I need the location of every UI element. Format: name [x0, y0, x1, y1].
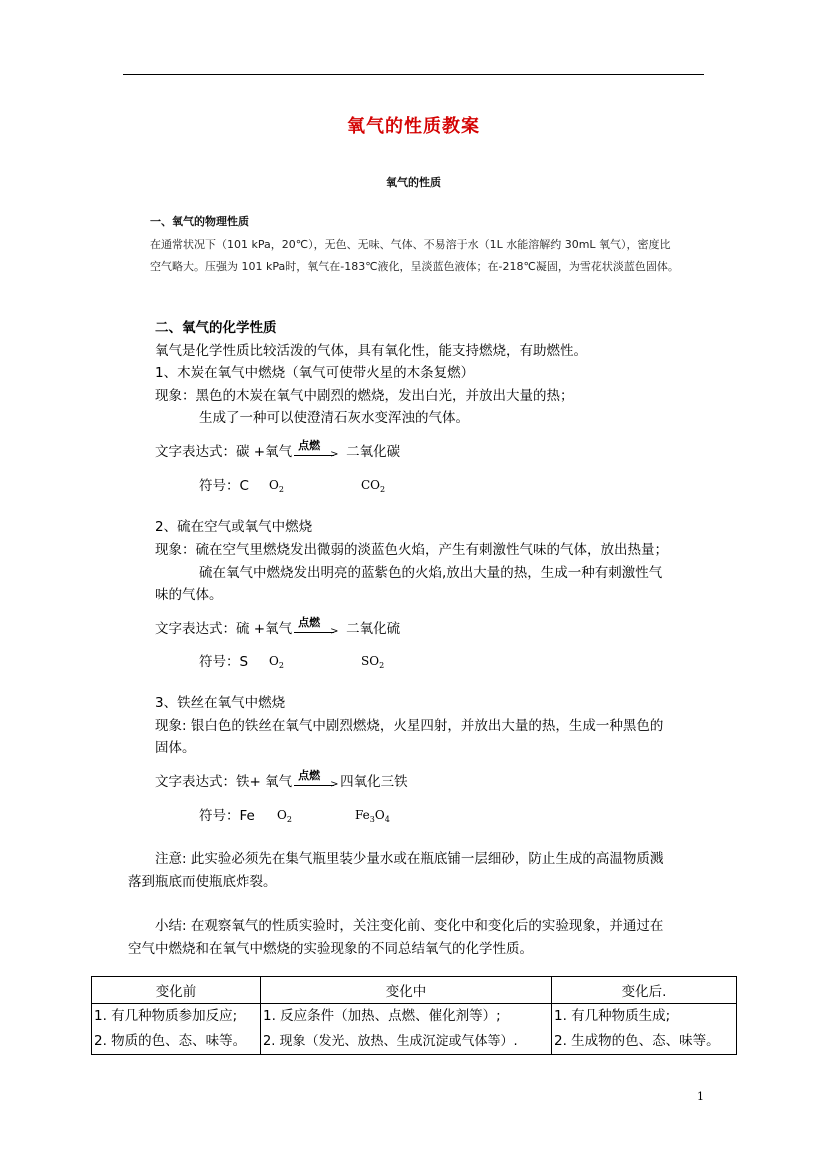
exp2-product: 二氧化硫 — [346, 621, 401, 637]
exp3-symbol-label: 符号：Fe — [199, 808, 255, 824]
exp1-symbols — [199, 476, 386, 496]
exp2-symbol-oxygen: $O_2$ — [269, 654, 284, 670]
table-header-row — [92, 977, 737, 1004]
reaction-arrow: 点燃 > — [294, 772, 338, 792]
exp3-symbol-oxygen: $O_2$ — [277, 808, 292, 824]
summary-line-1: 小结: 在观察氧气的性质实验时，关注变化前、变化中和变化后的实验现象，并通过在 — [155, 918, 664, 934]
exp1-symbol-oxygen: $O_2$ — [269, 478, 284, 494]
note-line-2: 落到瓶底而使瓶底炸裂。 — [128, 874, 277, 890]
condition-label: 点燃 — [298, 769, 321, 782]
exp3-product: 四氧化三铁 — [340, 774, 408, 790]
chemical-properties-heading: 二、氧气的化学性质 — [155, 320, 277, 336]
table-cell-before — [92, 1004, 261, 1055]
exp2-symbols — [199, 652, 385, 672]
physical-properties-line-1: 在通常状况下（101 kPa，20℃），无色、无味、气体、不易溶于水（1L 水能溶解约 30mL 氧气），密度比 — [150, 238, 671, 251]
exp3-symbol-product: $Fe_3O_4$ — [355, 808, 390, 824]
exp1-reactants: 文字表达式：碳 +氧气 — [155, 444, 293, 460]
table-row — [92, 1004, 737, 1055]
exp2-observation-3: 味的气体。 — [155, 587, 223, 603]
exp2-symbol-label: 符号：S — [199, 654, 249, 670]
exp1-product: 二氧化碳 — [346, 444, 401, 460]
list-item: 1. 有几种物质参加反应; — [94, 1008, 238, 1024]
exp3-reactants: 文字表达式：铁+ 氧气 — [155, 774, 293, 790]
exp1-symbol-product: $CO_2$ — [361, 478, 386, 494]
table-header-after: 变化后. — [552, 977, 737, 1004]
page-title: 氧气的性质教案 — [347, 116, 480, 137]
exp3-observation-2: 固体。 — [155, 740, 196, 756]
summary-table — [91, 976, 737, 1055]
exp1-observation-2: 生成了一种可以使澄清石灰水变浑浊的气体。 — [199, 410, 469, 426]
exp1-symbol-label: 符号：C — [199, 478, 249, 494]
list-item: 2. 生成物的色、态、味等。 — [554, 1033, 720, 1049]
table-header-during: 变化中 — [261, 977, 552, 1004]
exp2-reactants: 文字表达式：硫 +氧气 — [155, 621, 293, 637]
table-header-before: 变化前 — [92, 977, 261, 1004]
exp3-observation-1: 现象: 银白色的铁丝在氧气中剧烈燃烧，火星四射，并放出大量的热，生成一种黑色的 — [155, 718, 664, 734]
page-number: 1 — [697, 1090, 704, 1103]
section-subtitle: 氧气的性质 — [386, 176, 441, 189]
exp2-symbol-product: $SO_2$ — [361, 654, 385, 670]
exp2-observation-2: 硫在氧气中燃烧发出明亮的蓝紫色的火焰,放出大量的热，生成一种有刺激性气 — [199, 565, 663, 581]
exp1-word-equation — [155, 439, 401, 462]
list-item: 2. 现象（发光、放热、生成沉淀或气体等）. — [263, 1034, 518, 1049]
reaction-arrow: 点燃 > — [294, 442, 338, 462]
header-rule — [123, 74, 704, 75]
chemical-properties-intro: 氧气是化学性质比较活泼的气体，具有氧化性，能支持燃烧，有助燃性。 — [155, 343, 587, 359]
note-line-1: 注意: 此实验必须先在集气瓶里装少量水或在瓶底铺一层细砂，防止生成的高温物质溅 — [155, 851, 664, 867]
exp2-title: 2、硫在空气或氧气中燃烧 — [155, 519, 313, 535]
condition-label: 点燃 — [298, 616, 321, 629]
table-cell-during — [261, 1004, 552, 1055]
exp1-observation-1: 现象：黑色的木炭在氧气中剧烈的燃烧，发出白光，并放出大量的热； — [155, 388, 574, 404]
exp2-observation-1: 现象：硫在空气里燃烧发出微弱的淡蓝色火焰，产生有刺激性气味的气体，放出热量； — [155, 542, 668, 558]
physical-properties-line-2: 空气略大。压强为 101 kPa时，氧气在-183℃液化，呈淡蓝色液体；在-218℃凝固，为雪花状淡蓝色固体。 — [150, 260, 679, 273]
list-item: 1. 有几种物质生成; — [554, 1008, 671, 1024]
exp3-title: 3、铁丝在氧气中燃烧 — [155, 695, 286, 711]
condition-label: 点燃 — [298, 439, 321, 452]
list-item: 2. 物质的色、态、味等。 — [94, 1033, 247, 1049]
exp2-word-equation — [155, 616, 401, 639]
physical-properties-heading: 一、氧气的物理性质 — [150, 215, 249, 228]
reaction-arrow: 点燃 > — [294, 619, 338, 639]
table-cell-after — [552, 1004, 737, 1055]
exp3-symbols — [199, 806, 390, 826]
list-item: 1. 反应条件（加热、点燃、催化剂等）; — [263, 1008, 501, 1024]
exp1-title: 1、木炭在氧气中燃烧（氧气可使带火星的木条复燃） — [155, 365, 475, 381]
exp3-word-equation — [155, 769, 408, 792]
summary-line-2: 空气中燃烧和在氧气中燃烧的实验现象的不同总结氧气的化学性质。 — [128, 941, 533, 957]
